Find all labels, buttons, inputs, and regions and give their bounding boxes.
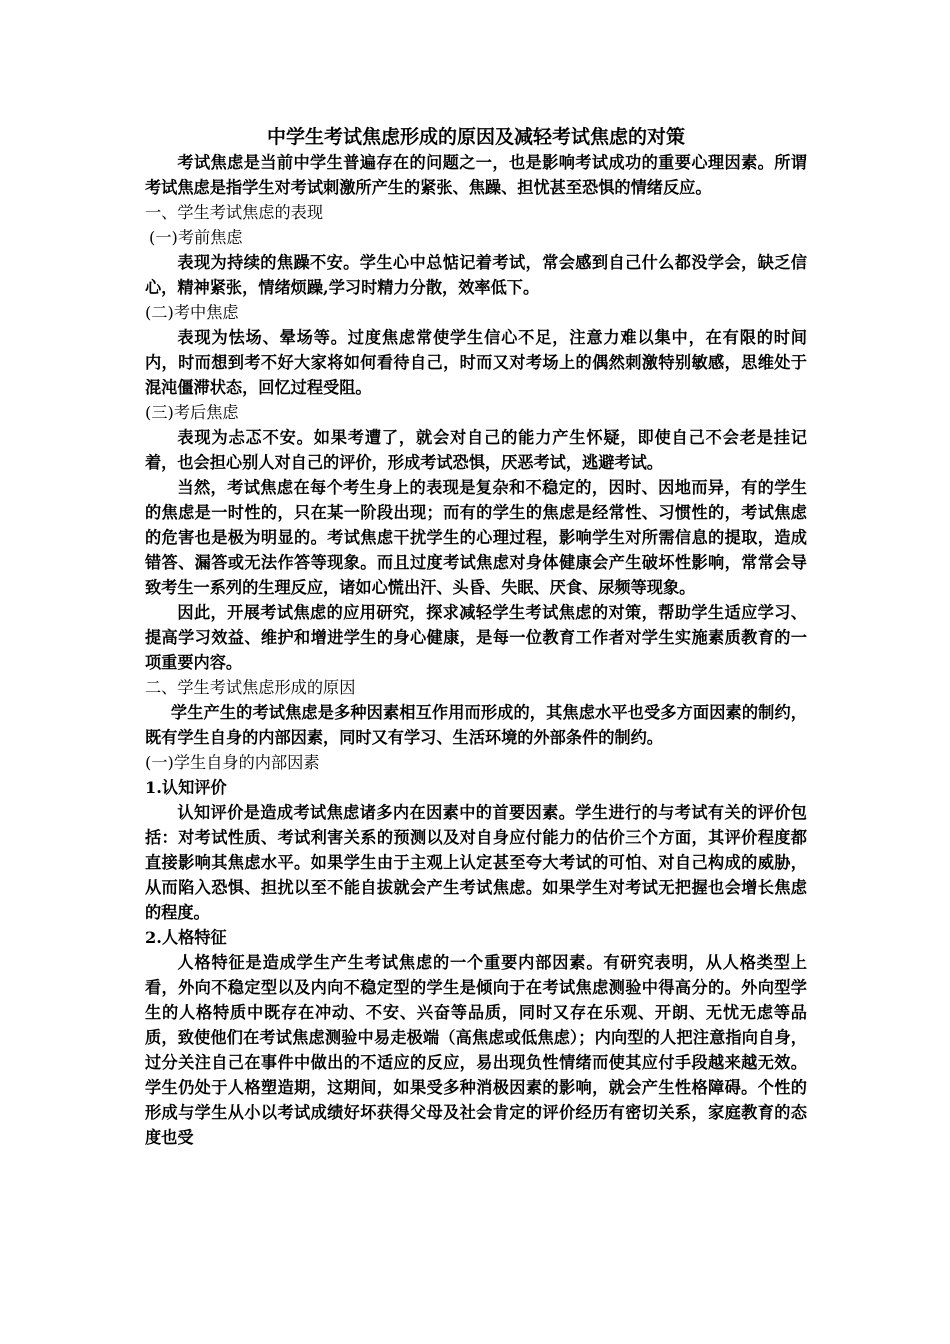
- paragraph: 表现为持续的焦躁不安。学生心中总惦记着考试，常会感到自己什么都没学会，缺乏信心，精神紧张，情绪烦躁,学习时精力分散，效率低下。: [145, 253, 807, 297]
- section-heading: 一、学生考试焦虑的表现: [145, 203, 324, 222]
- paragraph: 表现为忐忑不安。如果考遭了，就会对自己的能力产生怀疑，即使自己不会老是挂记着，也会担心别人对自己的评价，形成考试恐惧，厌恶考试，逃避考试。: [145, 428, 807, 472]
- page-title: 中学生考试焦虑形成的原因及减轻考试焦虑的对策: [266, 126, 685, 148]
- paragraph: 人格特征是造成学生产生考试焦虑的一个重要内部因素。有研究表明，从人格类型上看，外向不稳定型以及内向不稳定型的学生是倾向于在考试焦虑测验中得高分的。外向型学生的人格特质中既存在冲动、不安、兴奋等品质，同时又存在乐观、开朗、无忧无虑等品质，致使他们在考试焦虑测验中易走极端（高焦虑或低焦虑）；内向型的人把注意指向自身，过分关注自己在事件中做出的不适应的反应，易出现负性情绪而使其应付手段越来越无效。学生仍处于人格塑造期，这期间，如果受多种消极因素的影响，就会产生性格障碍。个性的形成与学生从小以考试成绩好坏获得父母及社会肯定的评价经历有密切关系，家庭教育的态度也受: [145, 953, 807, 1147]
- document-body: [145, 124, 807, 1150]
- intro-paragraph: 考试焦虑是当前中学生普遍存在的问题之一，也是影响考试成功的重要心理因素。所谓考试焦虑是指学生对考试刺激所产生的紧张、焦躁、担忧甚至恐惧的情绪反应。: [145, 153, 807, 197]
- subsection-heading: (二)考中焦虑: [145, 303, 239, 322]
- section-heading: 二、学生考试焦虑形成的原因: [145, 678, 356, 697]
- subsection-heading: (三)考后焦虑: [145, 403, 239, 422]
- paragraph: 学生产生的考试焦虑是多种因素相互作用而形成的，其焦虑水平也受多方面因素的制约，既有学生自身的内部因素，同时又有学习、生活环境的外部条件的制约。: [145, 703, 807, 747]
- paragraph: 当然，考试焦虑在每个考生身上的表现是复杂和不稳定的，因时、因地而异，有的学生的焦虑是一时性的，只在某一阶段出现；而有的学生的焦虑是经常性、习惯性的，考试焦虑的危害也是极为明显的。考试焦虑干扰学生的心理过程，影响学生对所需信息的提取，造成错答、漏答或无法作答等现象。而且过度考试焦虑对身体健康会产生破坏性影响，常常会导致考生一系列的生理反应，诸如心慌出汗、头昏、失眠、厌食、尿频等现象。: [145, 478, 807, 597]
- item-heading: 2.人格特征: [145, 928, 227, 947]
- paragraph: 因此，开展考试焦虑的应用研究，探求减轻学生考试焦虑的对策，帮助学生适应学习、提高学习效益、维护和增进学生的身心健康，是每一位教育工作者对学生实施素质教育的一项重要内容。: [145, 603, 807, 672]
- subsection-heading: (一)学生自身的内部因素: [145, 753, 320, 772]
- paragraph: 表现为怯场、晕场等。过度焦虑常使学生信心不足，注意力难以集中，在有限的时间内，时而想到考不好大家将如何看待自己，时而又对考场上的偶然刺激特别敏感，思维处于混沌僵滞状态，回忆过程受阻。: [145, 328, 807, 397]
- paragraph: 认知评价是造成考试焦虑诸多内在因素中的首要因素。学生进行的与考试有关的评价包括：对考试性质、考试利害关系的预测以及对自身应付能力的估价三个方面，其评价程度都直接影响其焦虑水平。如果学生由于主观上认定甚至夸大考试的可怕、对自己构成的威胁，从而陷入恐惧、担扰以至不能自拔就会产生考试焦虑。如果学生对考试无把握也会增长焦虑的程度。: [145, 803, 807, 922]
- item-heading: 1.认知评价: [145, 778, 227, 797]
- subsection-heading: (一)考前焦虑: [149, 228, 243, 247]
